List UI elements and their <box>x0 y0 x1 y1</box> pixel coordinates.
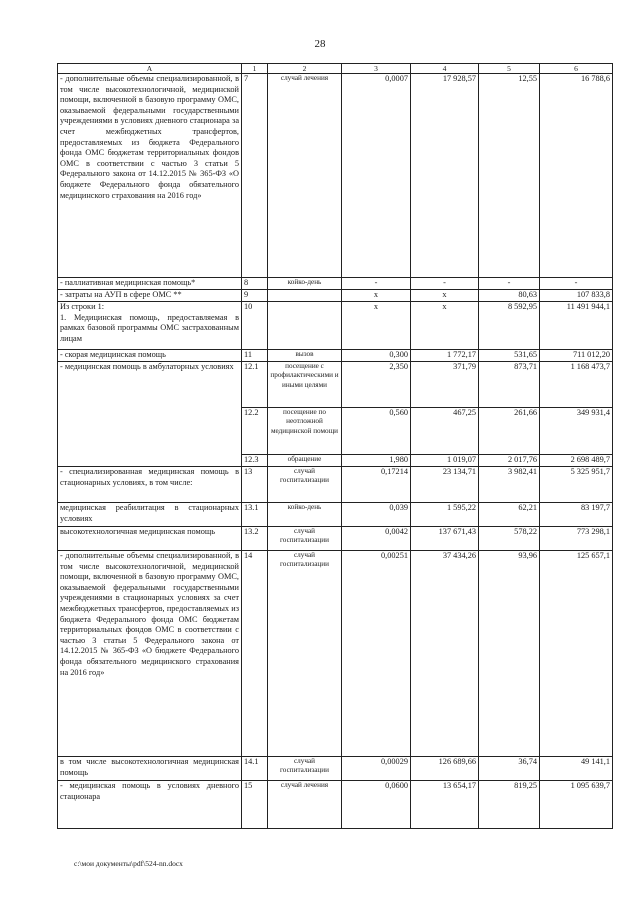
value-cell: 2 698 489,7 <box>540 455 613 467</box>
value-cell: х <box>342 302 411 350</box>
value-cell: 1 019,07 <box>411 455 479 467</box>
value-cell: 107 833,8 <box>540 290 613 302</box>
value-cell: 1 168 473,7 <box>540 362 613 408</box>
value-cell: 2 017,76 <box>479 455 540 467</box>
column-header: 6 <box>540 64 613 74</box>
unit-cell: койко-день <box>268 278 342 290</box>
row-description: медицинская реабилитация в стационарных условиях <box>58 503 242 527</box>
value-cell: 12,55 <box>479 74 540 278</box>
value-cell: 1 095 639,7 <box>540 781 613 829</box>
unit-cell: случай госпитализации <box>268 527 342 551</box>
value-cell: 1 772,17 <box>411 350 479 362</box>
row-number: 11 <box>242 350 268 362</box>
column-header: 4 <box>411 64 479 74</box>
value-cell: 62,21 <box>479 503 540 527</box>
value-cell: 126 689,66 <box>411 757 479 781</box>
value-cell: - <box>479 278 540 290</box>
unit-cell: обращение <box>268 455 342 467</box>
value-cell: 0,0007 <box>342 74 411 278</box>
value-cell: 531,65 <box>479 350 540 362</box>
table-row <box>58 302 613 350</box>
row-number: 14.1 <box>242 757 268 781</box>
row-number: 14 <box>242 551 268 757</box>
value-cell: 36,74 <box>479 757 540 781</box>
value-cell: 16 788,6 <box>540 74 613 278</box>
value-cell: 261,66 <box>479 408 540 455</box>
value-cell: 819,25 <box>479 781 540 829</box>
value-cell: 0,0600 <box>342 781 411 829</box>
unit-cell: случай госпитализации <box>268 551 342 757</box>
row-description: - паллиативная медицинская помощь* <box>58 278 242 290</box>
row-description: - дополнительные объемы специализированной, в том числе высокотехнологичной, медицинской помощи, включенной в базовую программу ОМС, оказываемой федеральными государственными учреждениями в условиях дневного стационара за счет межбюджетных трансфертов, предоставляемых из бюджета Федерального фонда ОМС бюджетам территориальных фондов ОМС в соответствии с частью 3 статьи 5 Федерального закона от 14.12.2015 № 365-ФЗ «О бюджете Федерального фонда обязательного медицинского страхования на 2016 год» <box>58 74 242 278</box>
row-description: - скорая медицинская помощь <box>58 350 242 362</box>
unit-cell: койко-день <box>268 503 342 527</box>
row-number: 13 <box>242 467 268 503</box>
value-cell: 17 928,57 <box>411 74 479 278</box>
table-row <box>58 278 613 290</box>
unit-cell: посещение по неотложной медицинской помощи <box>268 408 342 455</box>
value-cell: 80,63 <box>479 290 540 302</box>
value-cell: 8 592,95 <box>479 302 540 350</box>
value-cell: 0,00029 <box>342 757 411 781</box>
value-cell: - <box>540 278 613 290</box>
value-cell: 0,039 <box>342 503 411 527</box>
unit-cell: случай лечения <box>268 74 342 278</box>
value-cell: 83 197,7 <box>540 503 613 527</box>
unit-cell: вызов <box>268 350 342 362</box>
row-number: 13.2 <box>242 527 268 551</box>
value-cell: 1,980 <box>342 455 411 467</box>
row-number: 8 <box>242 278 268 290</box>
column-header: 5 <box>479 64 540 74</box>
value-cell: 773 298,1 <box>540 527 613 551</box>
table-row <box>58 503 613 527</box>
value-cell: 349 931,4 <box>540 408 613 455</box>
value-cell: 0,560 <box>342 408 411 455</box>
value-cell: 0,00251 <box>342 551 411 757</box>
unit-cell <box>268 302 342 350</box>
value-cell: 873,71 <box>479 362 540 408</box>
unit-cell <box>268 290 342 302</box>
row-description: - дополнительные объемы специализированной, в том числе высокотехнологичной, медицинской помощи, включенной в базовую программу ОМС, оказываемой федеральными государственными учреждениями в стационарных условиях за счет межбюджетных трансфертов, предоставляемых из бюджета Федерального фонда ОМС бюджетам территориальных фондов ОМС в соответствии с частью 3 статьи 5 Федерального закона от 14.12.2015 № 365-ФЗ «О бюджете Федерального фонда обязательного медицинского страхования на 2016 год» <box>58 551 242 757</box>
value-cell: 13 654,17 <box>411 781 479 829</box>
value-cell: - <box>342 278 411 290</box>
value-cell: х <box>411 302 479 350</box>
table-row <box>58 551 613 757</box>
value-cell: 93,96 <box>479 551 540 757</box>
table-row <box>58 781 613 829</box>
header-row <box>58 64 613 74</box>
row-description: - затраты на АУП в сфере ОМС ** <box>58 290 242 302</box>
row-number: 12.3 <box>242 455 268 467</box>
value-cell: 137 671,43 <box>411 527 479 551</box>
value-cell: 49 141,1 <box>540 757 613 781</box>
value-cell: 467,25 <box>411 408 479 455</box>
data-table <box>57 63 613 829</box>
value-cell: 5 325 951,7 <box>540 467 613 503</box>
value-cell: 0,17214 <box>342 467 411 503</box>
unit-cell: случай госпитализации <box>268 757 342 781</box>
row-description: Из строки 1: 1. Медицинская помощь, предоставляемая в рамках базовой программы ОМС застрахованным лицам <box>58 302 242 350</box>
value-cell: 1 595,22 <box>411 503 479 527</box>
row-description: в том числе высокотехнологичная медицинская помощь <box>58 757 242 781</box>
row-number: 9 <box>242 290 268 302</box>
value-cell: 2,350 <box>342 362 411 408</box>
value-cell: 0,0042 <box>342 527 411 551</box>
table-row <box>58 757 613 781</box>
row-description: высокотехнологичная медицинская помощь <box>58 527 242 551</box>
row-number: 15 <box>242 781 268 829</box>
file-path-footer: c:\мои документы\pdf\524-nn.docx <box>74 859 183 868</box>
row-description: - медицинская помощь в условиях дневного стационара <box>58 781 242 829</box>
table-row <box>58 74 613 278</box>
column-header: 2 <box>268 64 342 74</box>
value-cell: 711 012,20 <box>540 350 613 362</box>
column-header: 3 <box>342 64 411 74</box>
value-cell: х <box>411 290 479 302</box>
value-cell: 578,22 <box>479 527 540 551</box>
column-header: 1 <box>242 64 268 74</box>
value-cell: 37 434,26 <box>411 551 479 757</box>
row-number: 12.2 <box>242 408 268 455</box>
table-row <box>58 362 613 408</box>
table-row <box>58 350 613 362</box>
table-row <box>58 290 613 302</box>
row-description: - специализированная медицинская помощь в стационарных условиях, в том числе: <box>58 467 242 503</box>
value-cell: 11 491 944,1 <box>540 302 613 350</box>
row-number: 13.1 <box>242 503 268 527</box>
row-number: 12.1 <box>242 362 268 408</box>
value-cell: 0,300 <box>342 350 411 362</box>
value-cell: 3 982,41 <box>479 467 540 503</box>
row-number: 10 <box>242 302 268 350</box>
value-cell: х <box>342 290 411 302</box>
table-row <box>58 527 613 551</box>
unit-cell: случай госпитализации <box>268 467 342 503</box>
table-row <box>58 467 613 503</box>
column-header: А <box>58 64 242 74</box>
row-number: 7 <box>242 74 268 278</box>
value-cell: - <box>411 278 479 290</box>
value-cell: 125 657,1 <box>540 551 613 757</box>
unit-cell: случай лечения <box>268 781 342 829</box>
page-number: 28 <box>314 38 326 50</box>
unit-cell: посещение с профилактическими и иными целями <box>268 362 342 408</box>
value-cell: 371,79 <box>411 362 479 408</box>
row-description: - медицинская помощь в амбулаторных условиях <box>58 362 242 467</box>
value-cell: 23 134,71 <box>411 467 479 503</box>
